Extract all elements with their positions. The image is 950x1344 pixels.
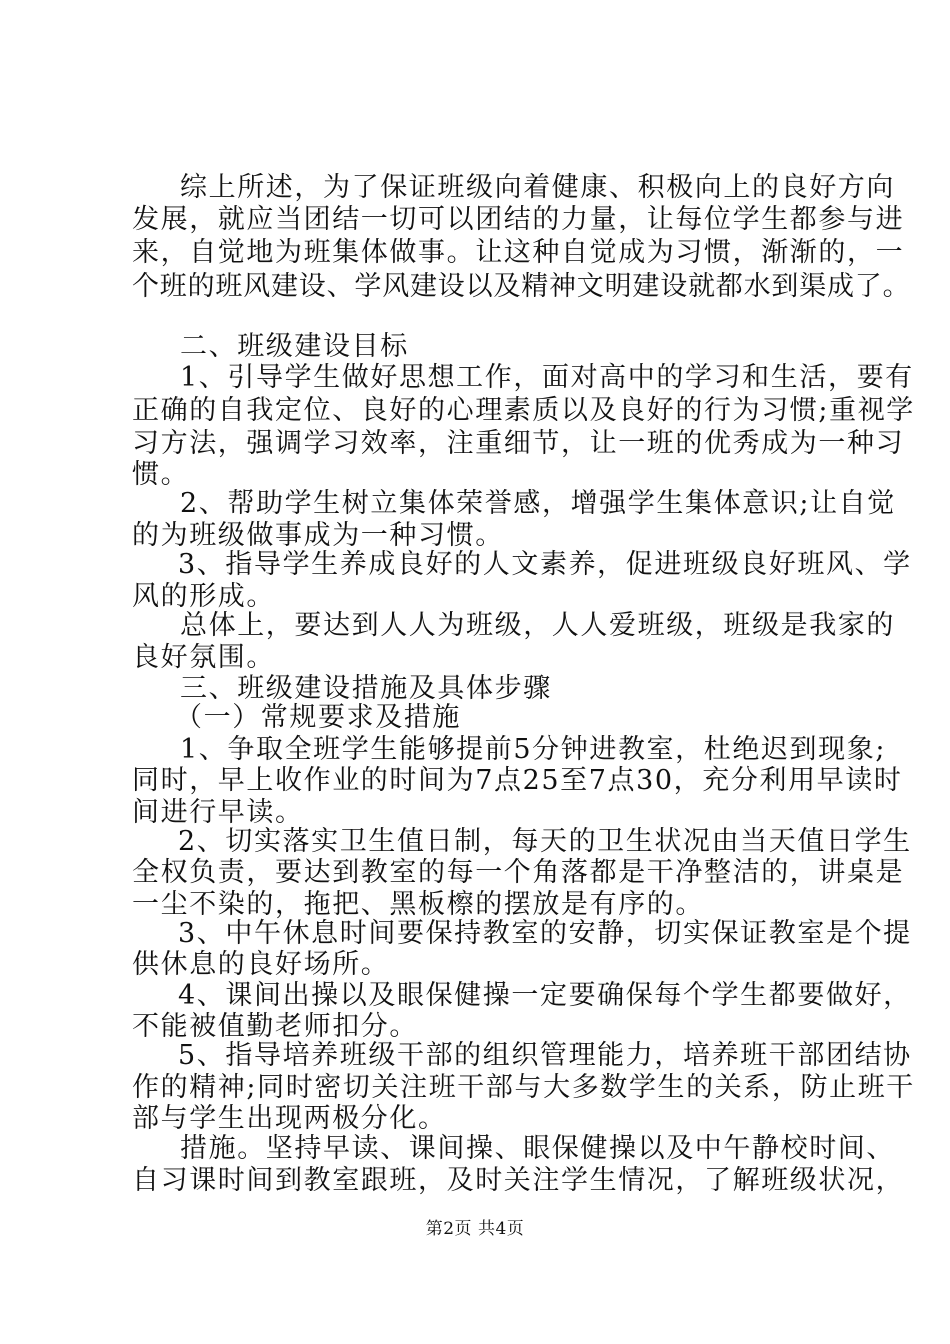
paragraph-line: 2、帮助学生树立集体荣誉感，增强学生集体意识;让自觉: [180, 488, 896, 519]
paragraph-line: 发展，就应当团结一切可以团结的力量，让每位学生都参与进: [132, 204, 905, 235]
paragraph-line: 良好氛围。: [132, 642, 275, 673]
paragraph-line: 不能被值勤老师扣分。: [132, 1011, 418, 1042]
paragraph-line: 一尘不染的，拖把、黑板檫的摆放是有序的。: [132, 889, 704, 920]
paragraph-line: 3、中午休息时间要保持教室的安静，切实保证教室是个提: [178, 918, 912, 949]
paragraph-line: 部与学生出现两极分化。: [132, 1103, 447, 1134]
paragraph-line: 综上所述，为了保证班级向着健康、积极向上的良好方向: [180, 172, 895, 203]
paragraph-line: 间进行早读。: [132, 797, 304, 828]
paragraph-line: 全权负责，要达到教室的每一个角落都是干净整洁的，讲桌是: [132, 857, 905, 888]
paragraph-line: 1、争取全班学生能够提前5分钟进教室，杜绝迟到现象;: [180, 734, 887, 765]
paragraph-line: 供休息的良好场所。: [132, 949, 390, 980]
paragraph-line: 个班的班风建设、学风建设以及精神文明建设就都水到渠成了。: [132, 271, 911, 302]
paragraph-line: 的为班级做事成为一种习惯。: [132, 520, 504, 551]
paragraph-line: 来，自觉地为班集体做事。让这种自觉成为习惯，渐渐的，一: [132, 237, 905, 268]
paragraph-line: 5、指导培养班级干部的组织管理能力，培养班干部团结协: [178, 1040, 912, 1071]
section-heading: 三、班级建设措施及具体步骤: [180, 673, 552, 704]
paragraph-line: 措施。坚持早读、课间操、眼保健操以及中午静校时间、: [180, 1133, 895, 1164]
section-heading: 二、班级建设目标: [180, 331, 409, 362]
paragraph-line: 风的形成。: [132, 581, 275, 612]
paragraph-line: 自习课时间到教室跟班，及时关注学生情况，了解班级状况，: [132, 1165, 905, 1196]
paragraph-line: 2、切实落实卫生值日制，每天的卫生状况由当天值日学生: [178, 826, 912, 857]
paragraph-line: 作的精神;同时密切关注班干部与大多数学生的关系，防止班干: [132, 1072, 915, 1103]
paragraph-line: 惯。: [132, 459, 190, 490]
paragraph-line: 1、引导学生做好思想工作，面对高中的学习和生活，要有: [180, 362, 914, 393]
paragraph-line: 同时，早上收作业的时间为7点25至7点30，充分利用早读时: [132, 765, 903, 796]
paragraph-line: 4、课间出操以及眼保健操一定要确保每个学生都要做好，: [178, 980, 912, 1011]
page-number-footer: 第2页 共4页: [425, 1219, 525, 1239]
subsection-heading: （一）常规要求及措施: [175, 702, 461, 733]
paragraph-line: 习方法，强调学习效率，注重细节，让一班的优秀成为一种习: [132, 428, 905, 459]
paragraph-line: 总体上，要达到人人为班级，人人爱班级，班级是我家的: [180, 610, 895, 641]
paragraph-line: 3、指导学生养成良好的人文素养，促进班级良好班风、学: [178, 549, 912, 580]
paragraph-line: 正确的自我定位、良好的心理素质以及良好的行为习惯;重视学: [132, 395, 915, 426]
